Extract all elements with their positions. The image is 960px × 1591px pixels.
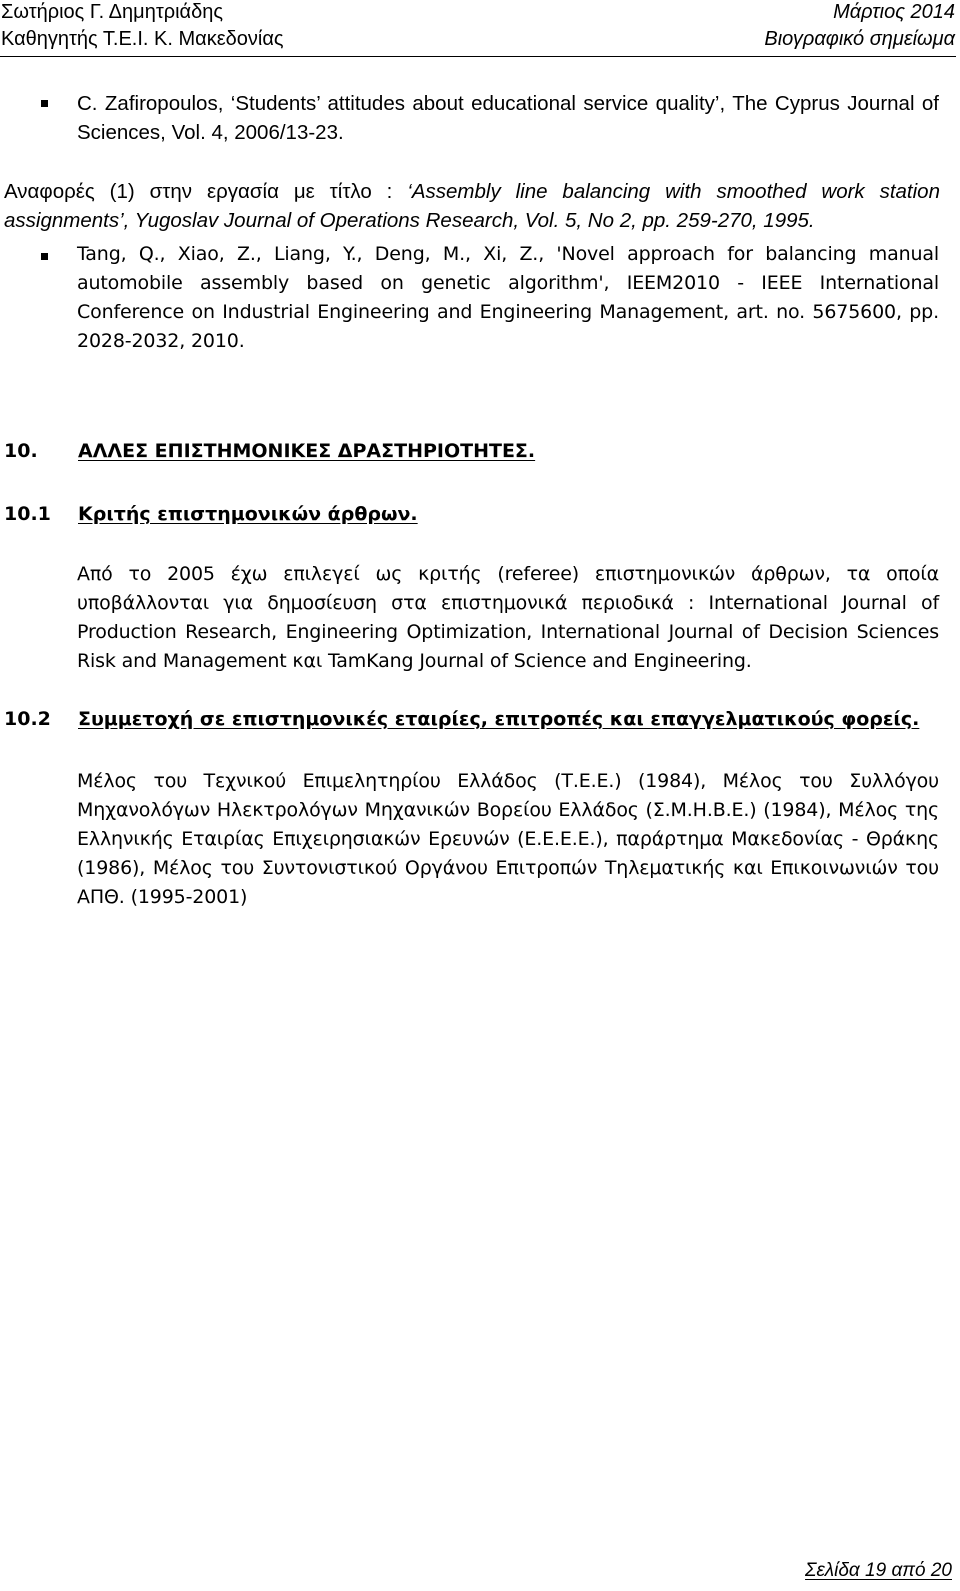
section-10-1-text: Από το 2005 έχω επιλεγεί ως κριτής (referee) επιστημονικών άρθρων, τα οποία υποβάλλονται για δημοσίευση στα επιστημονικά περιοδικά : International Journal of Production Research, Engineering Optimization, International Journal of Decision Sciences Risk and Management και TamKang Journal of Science and Engineering.: [77, 563, 939, 672]
header-left: [1, 0, 284, 53]
citation-1-text: C. Zafiropoulos, ‘Students’ attitudes about educational service quality’, The Cyprus Journal of Sciences, Vol. 4, 2006/13-23.: [77, 92, 939, 144]
document-type: Βιογραφικό σημείωμα: [764, 28, 955, 50]
section-10-title: ΑΛΛΕΣ ΕΠΙΣΤΗΜΟΝΙΚΕΣ ΔΡΑΣΤΗΡΙΟΤΗΤΕΣ.: [78, 440, 536, 462]
page-number: Σελίδα 19 από 20: [805, 1560, 952, 1581]
section-10-number: 10.: [4, 440, 38, 462]
bullet-icon: [41, 100, 48, 107]
page-header: [0, 0, 956, 57]
section-10-2-number: 10.2: [4, 708, 51, 730]
reference-note: [4, 177, 940, 235]
citation-2-text: Tang, Q., Xiao, Z., Liang, Y., Deng, M., Xi, Z., 'Novel approach for balancing manual automobile assembly based on genetic algorithm', IEEM2010 - IEEE International Conference on Industrial Engineering and Engineering Management, art. no. 5675600, pp. 2028-2032, 2010.: [77, 243, 939, 352]
author-name: Σωτήριος Γ. Δημητριάδης: [1, 1, 223, 23]
bullet-icon: [41, 253, 48, 260]
citation-2: [77, 240, 939, 356]
author-position: Καθηγητής Τ.Ε.Ι. Κ. Μακεδονίας: [1, 28, 284, 50]
section-10-2-text: Μέλος του Τεχνικού Επιμελητηρίου Ελλάδος (Τ.Ε.Ε.) (1984), Μέλος του Συλλόγου Μηχανολόγων Ηλεκτρολόγων Μηχανικών Βορείου Ελλάδος (Σ.Μ.Η.Β.Ε.) (1984), Μέλος της Ελληνικής Εταιρίας Επιχειρησιακών Ερευνών (Ε.Ε.Ε.Ε.), παράρτημα Μακεδονίας - Θράκης (1986), Μέλος του Συντονιστικού Οργάνου Επιτροπών Τηλεματικής και Επικοινωνιών του ΑΠΘ. (1995-2001): [77, 770, 939, 908]
section-10-1-title: Κριτής επιστημονικών άρθρων.: [78, 503, 418, 525]
header-right: [764, 0, 955, 53]
section-10-2-title: Συμμετοχή σε επιστημονικές εταιρίες, επιτροπές και επαγγελματικούς φορείς.: [78, 708, 920, 730]
citation-1: [77, 89, 939, 147]
reference-note-title: ‘Assembly line balancing with smoothed work station assignments’, Yugoslav Journal of Operations Research, Vol. 5, No 2, pp. 259-270, 1995.: [4, 180, 940, 232]
section-10-1-body: [77, 560, 939, 676]
document-date: Μάρτιος 2014: [833, 1, 955, 23]
section-10-2-body: [77, 767, 939, 912]
section-10-1-number: 10.1: [4, 503, 51, 525]
reference-note-prefix: Αναφορές (1) στην εργασία με τίτλο :: [4, 180, 408, 203]
